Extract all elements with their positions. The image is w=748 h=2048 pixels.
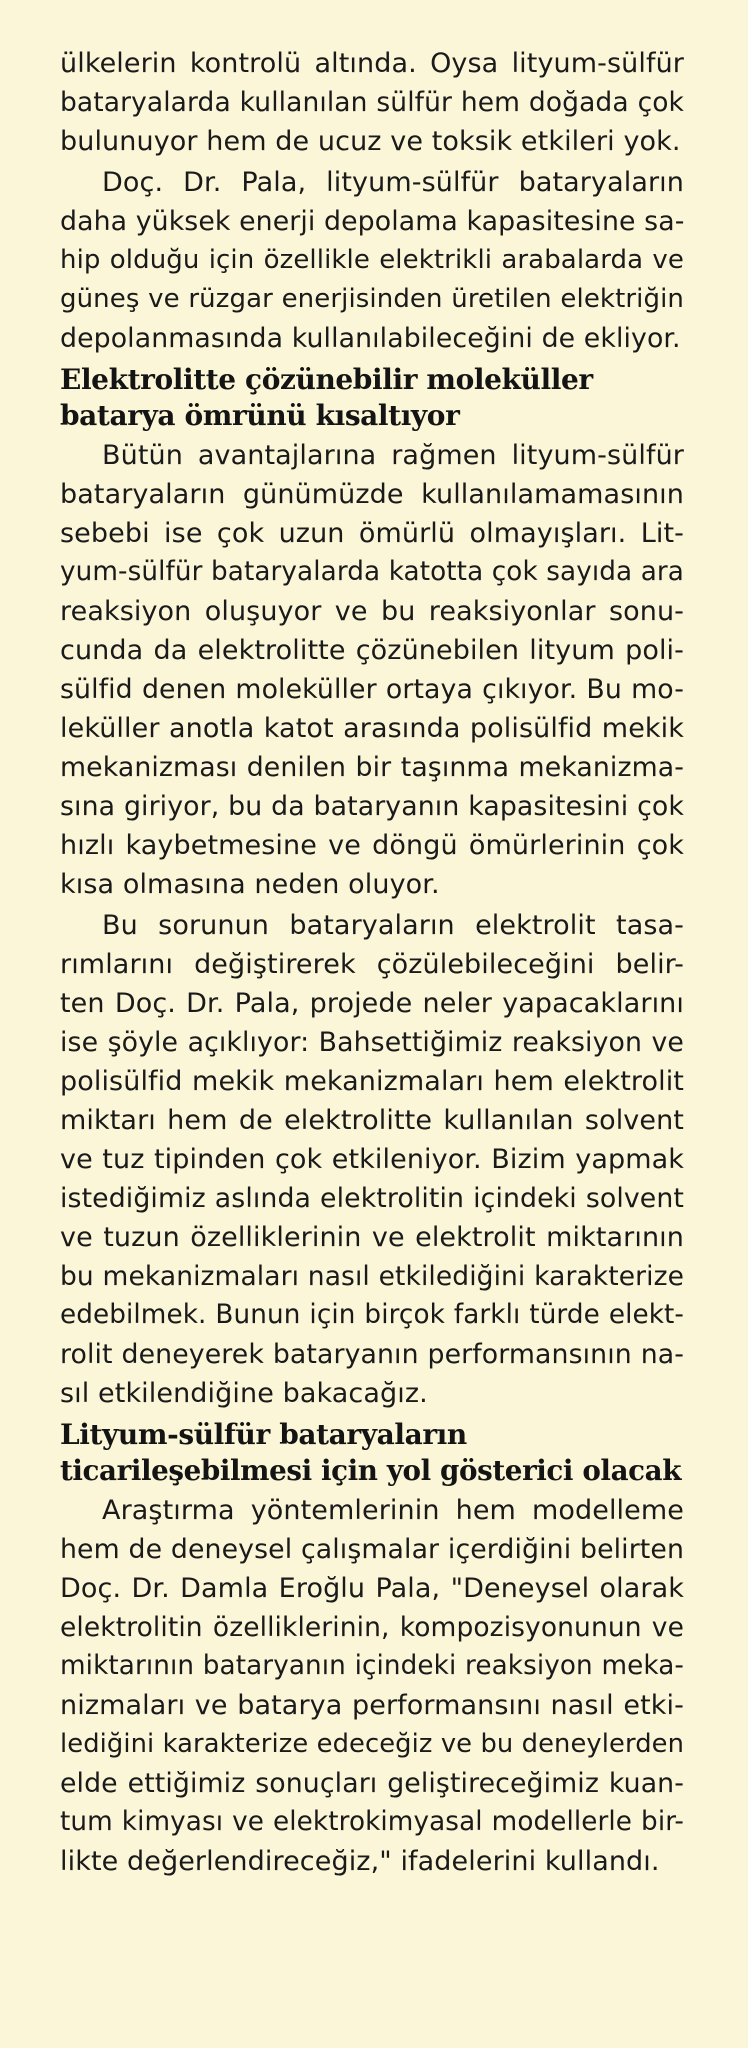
text-line: nizmaları ve batarya performansını nasıl etki- — [60, 1690, 684, 1721]
text-line: kısa olmasına neden oluyor. — [60, 869, 440, 900]
text-line: ülkelerin kontrolü altında. Oysa lityum-sülfür — [60, 48, 684, 79]
text-line: bulunuyor hem de ucuz ve toksik etkileri yok. — [60, 126, 681, 157]
text-line: leküller anotla katot arasında polisülfid mekik — [60, 713, 684, 744]
text-line: reaksiyon oluşuyor ve bu reaksiyonlar sonu- — [60, 596, 684, 627]
section-heading-electrolyte — [60, 362, 684, 434]
text-line: hip olduğu için özellikle elektrikli arabalarda ve — [60, 245, 684, 275]
text-line: ve tuzun özelliklerinin ve elektrolit miktarının — [60, 1222, 684, 1253]
text-line: Doç. Dr. Pala, lityum-sülfür bataryaların — [102, 167, 684, 198]
text-line: yum-sülfür bataryalarda katotta çok sayıda ara — [60, 557, 684, 587]
text-line: sına giriyor, bu da bataryanın kapasitesini çok — [60, 791, 684, 822]
paragraph-pala-applications — [60, 163, 684, 358]
text-line: hızlı kaybetmesine ve döngü ömürlerinin çok — [60, 830, 684, 861]
text-line: edebilmek. Bunun için birçok farklı türde elekt- — [60, 1300, 684, 1330]
paragraph-continuation — [60, 44, 684, 161]
article-body — [60, 44, 684, 1881]
paragraph-research-methods — [60, 1491, 684, 1881]
text-line: rımlarını değiştirerek çözülebileceğini belir- — [60, 949, 684, 980]
text-line: Bütün avantajlarına rağmen lityum-sülfür — [102, 440, 684, 471]
text-line: likte değerlendireceğiz," ifadelerini kullandı. — [60, 1846, 660, 1877]
text-line: ve tuz tipinden çok etkileniyor. Bizim yapmak — [60, 1144, 684, 1175]
text-line: elde ettiğimiz sonuçları geliştireceğimiz kuan- — [60, 1768, 684, 1799]
paragraph-shuttle-mechanism — [60, 436, 684, 904]
text-line: mekanizması denilen bir taşınma mekanizma- — [60, 752, 684, 783]
text-line: daha yüksek enerji depolama kapasitesine sa- — [60, 206, 685, 237]
text-line: ten Doç. Dr. Pala, projede neler yapacaklarını — [60, 988, 684, 1019]
text-line: elektrolitin özelliklerinin, kompozisyonunun ve — [60, 1612, 684, 1643]
section-heading-commercialization — [60, 1417, 684, 1489]
text-line: istediğimiz aslında elektrolitin içindeki solvent — [60, 1183, 684, 1214]
text-line: tum kimyası ve elektrokimyasal modellerle bir- — [60, 1807, 684, 1837]
text-line: Araştırma yöntemlerinin hem modelleme — [102, 1495, 684, 1526]
heading-line: ticarileşebilmesi için yol gösterici olacak — [60, 1454, 682, 1487]
heading-line: batarya ömrünü kısaltıyor — [60, 399, 460, 432]
text-line: Bu sorunun bataryaların elektrolit tasa- — [102, 910, 684, 941]
text-line: ise şöyle açıklıyor: Bahsettiğimiz reaksiyon ve — [60, 1027, 684, 1058]
text-line: depolanmasında kullanılabileceğini de ekliyor. — [60, 323, 681, 354]
text-line: sülfid denen moleküller ortaya çıkıyor. Bu mo- — [60, 674, 684, 705]
text-line: rolit deneyerek bataryanın performansının na- — [60, 1339, 684, 1370]
heading-line: Elektrolitte çözünebilir moleküller — [60, 363, 593, 396]
text-line: bataryalarda kullanılan sülfür hem doğada çok — [60, 87, 684, 118]
text-line: sebebi ise çok uzun ömürlü olmayışları. Lit- — [60, 518, 684, 549]
text-line: Doç. Dr. Damla Eroğlu Pala, "Deneysel olarak — [60, 1573, 684, 1604]
text-line: güneş ve rüzgar enerjisinden üretilen elektriğin — [60, 284, 684, 314]
text-line: bu mekanizmaları nasıl etkilediğini karakterize — [60, 1261, 684, 1292]
text-line: miktarı hem de elektrolitte kullanılan solvent — [60, 1105, 684, 1136]
text-line: lediğini karakterize edeceğiz ve bu deneylerden — [60, 1729, 684, 1759]
paragraph-project-plan — [60, 906, 684, 1413]
heading-line: Lityum-sülfür bataryaların — [60, 1418, 467, 1451]
text-line: sıl etkilendiğine bakacağız. — [60, 1378, 428, 1409]
text-line: polisülfid mekik mekanizmaları hem elektrolit — [60, 1066, 684, 1097]
text-line: cunda da elektrolitte çözünebilen lityum poli- — [60, 635, 684, 666]
text-line: hem de deneysel çalışmalar içerdiğini belirten — [60, 1534, 684, 1565]
text-line: miktarının bataryanın içindeki reaksiyon meka- — [60, 1651, 684, 1681]
text-line: bataryaların günümüzde kullanılamamasının — [60, 479, 684, 510]
